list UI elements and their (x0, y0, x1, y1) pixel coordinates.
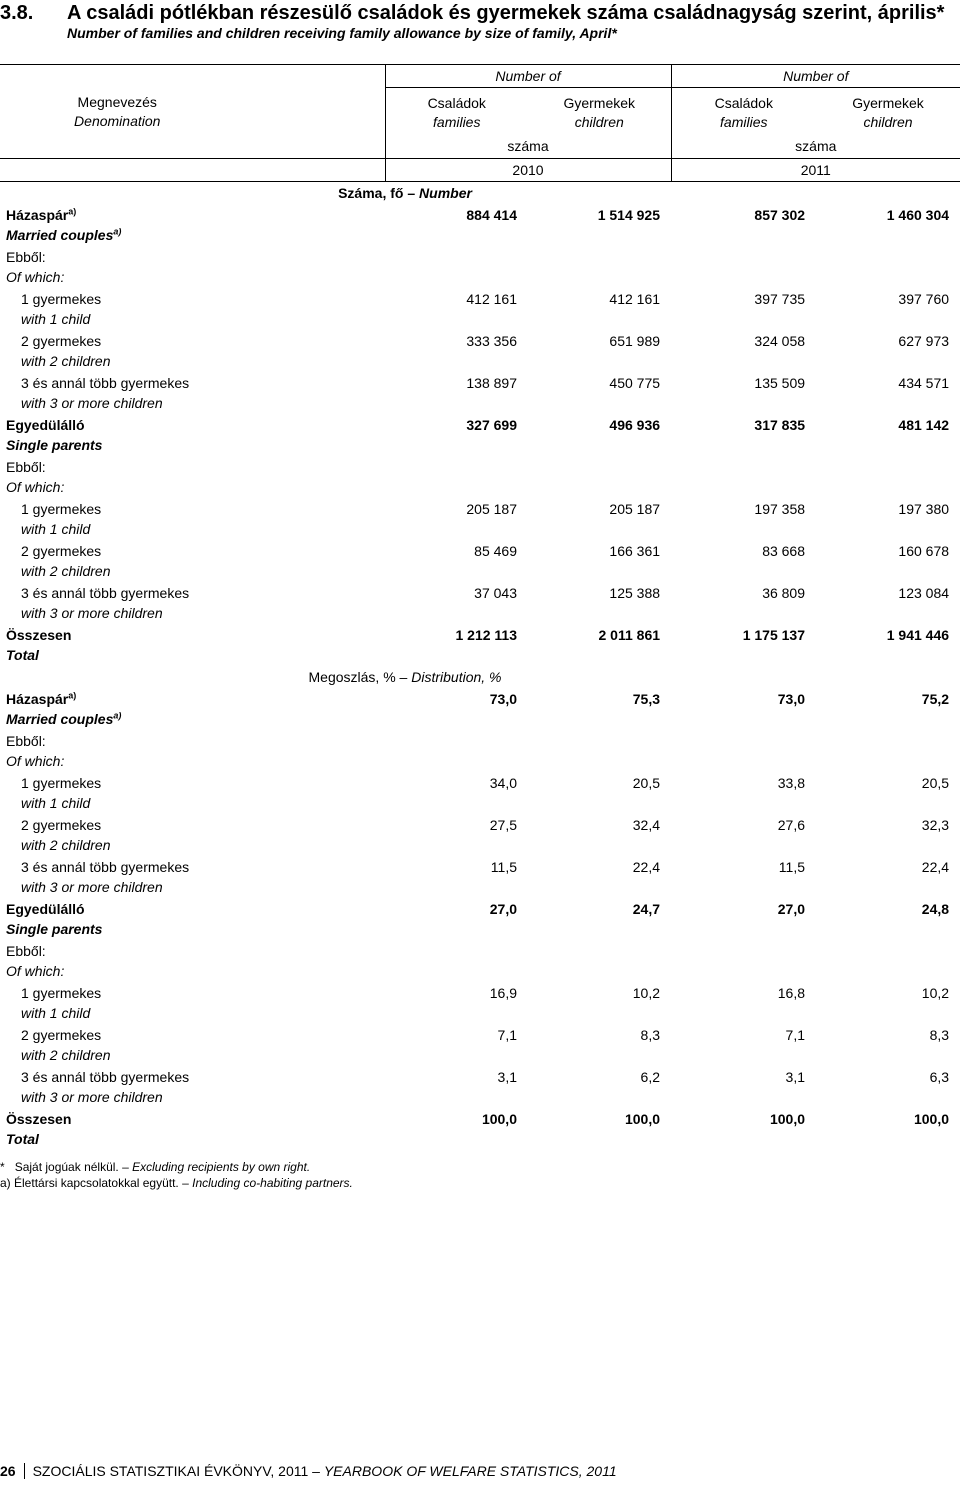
year-2011: 2011 (671, 159, 960, 182)
section-header: Száma, fő – Number (338, 185, 472, 201)
row-label: Ebből: Of which: (6, 459, 65, 495)
table-row (0, 204, 960, 246)
row-label: 2 gyermekes with 2 children (21, 333, 111, 369)
year-2010: 2010 (385, 159, 671, 182)
footer-title-hu: SZOCIÁLIS STATISZTIKAI ÉVKÖNYV, 2011 (32, 1463, 309, 1479)
cell-value: 412 161 (609, 291, 661, 307)
table-row (0, 772, 960, 814)
footnote-a: a) Élettársi kapcsolatokkal együtt. – Including co-habiting partners. (0, 1176, 353, 1190)
footnotes (0, 1159, 353, 1191)
cell-value: 1 212 113 (455, 627, 517, 643)
cell-value: 16,8 (777, 985, 806, 1001)
statistics-table (0, 64, 960, 1150)
szama-2011: száma (671, 132, 960, 159)
cell-value (671, 246, 816, 288)
table-row (0, 288, 960, 330)
cell-value: 75,3 (632, 691, 661, 707)
denomination-header (0, 65, 385, 159)
page-number: 26 (0, 1463, 16, 1479)
cell-value: 8,3 (929, 1027, 950, 1043)
row-label: Ebből: Of which: (6, 249, 65, 285)
cell-value (385, 456, 528, 498)
cell-value: 884 414 (466, 207, 517, 223)
cell-value: 2 011 861 (598, 627, 661, 643)
row-label: 3 és annál több gyermekes with 3 or more children (21, 585, 190, 621)
row-label: Egyedülálló Single parents (6, 417, 103, 453)
table-row (0, 498, 960, 540)
children-header-2010: Gyermekek children (563, 95, 636, 130)
row-label: Ebből: Of which: (6, 943, 65, 979)
footer-title-en: YEARBOOK OF WELFARE STATISTICS, 2011 (323, 1463, 617, 1479)
cell-value: 3,1 (497, 1069, 517, 1085)
cell-value: 1 941 446 (886, 627, 950, 643)
row-label: Összesen Total (6, 627, 72, 663)
table-row (0, 1024, 960, 1066)
table-row (0, 540, 960, 582)
cell-value (816, 940, 960, 982)
row-label: 1 gyermekes with 1 child (21, 775, 102, 811)
cell-value (671, 730, 816, 772)
row-label: Egyedülálló Single parents (6, 901, 103, 937)
footnote-star: * Saját jogúak nélkül. – Excluding recipients by own right. (0, 1160, 311, 1174)
row-label: 2 gyermekes with 2 children (21, 817, 111, 853)
cell-value: 205 187 (466, 501, 517, 517)
cell-value (671, 456, 816, 498)
cell-value: 73,0 (489, 691, 517, 707)
table-row (0, 814, 960, 856)
cell-value: 20,5 (632, 775, 661, 791)
cell-value: 1 175 137 (742, 627, 806, 643)
cell-value: 27,0 (489, 901, 517, 917)
cell-value: 434 571 (898, 375, 950, 391)
page-footer: 26 SZOCIÁLIS STATISZTIKAI ÉVKÖNYV, 2011 – YEARBOOK OF WELFARE STATISTICS, 2011 (0, 1463, 617, 1479)
row-label: 1 gyermekes with 1 child (21, 291, 102, 327)
cell-value: 7,1 (497, 1027, 517, 1043)
cell-value: 24,7 (632, 901, 661, 917)
number-of-2010: Number of (385, 65, 671, 88)
cell-value: 135 509 (754, 375, 806, 391)
cell-value: 34,0 (489, 775, 517, 791)
title-en: Number of families and children receiving family allowance by size of family, April* (67, 25, 617, 41)
cell-value: 857 302 (754, 207, 806, 223)
cell-value: 197 380 (898, 501, 950, 517)
cell-value: 138 897 (466, 375, 517, 391)
row-label: 1 gyermekes with 1 child (21, 985, 102, 1021)
cell-value: 450 775 (609, 375, 661, 391)
cell-value: 27,0 (777, 901, 806, 917)
row-label: 1 gyermekes with 1 child (21, 501, 102, 537)
denomination-en: Denomination (74, 112, 161, 129)
cell-value: 20,5 (921, 775, 950, 791)
row-label: Ebből: Of which: (6, 733, 65, 769)
cell-value: 24,8 (921, 901, 950, 917)
cell-value: 327 699 (466, 417, 517, 433)
table-row (0, 582, 960, 624)
table-title (0, 2, 960, 41)
cell-value: 22,4 (921, 859, 950, 875)
row-label: 2 gyermekes with 2 children (21, 543, 111, 579)
cell-value (671, 940, 816, 982)
cell-value: 324 058 (754, 333, 806, 349)
children-header-2011: Gyermekek children (852, 95, 924, 130)
cell-value: 33,8 (777, 775, 806, 791)
cell-value (528, 246, 671, 288)
cell-value (816, 456, 960, 498)
denomination-hu: Megnevezés (77, 93, 157, 110)
cell-value: 123 084 (898, 585, 950, 601)
title-hu: A családi pótlékban részesülő családok és gyermekek száma családnagyság szerint, április* (67, 2, 945, 24)
cell-value: 16,9 (489, 985, 517, 1001)
cell-value (528, 730, 671, 772)
cell-value: 651 989 (609, 333, 661, 349)
cell-value (385, 730, 528, 772)
cell-value: 166 361 (609, 543, 661, 559)
table-row (0, 372, 960, 414)
table-row (0, 940, 960, 982)
cell-value: 481 142 (898, 417, 950, 433)
cell-value: 10,2 (921, 985, 950, 1001)
cell-value: 36 809 (762, 585, 806, 601)
number-of-2011: Number of (671, 65, 960, 88)
table-number: 3.8. (0, 2, 34, 24)
cell-value: 83 668 (762, 543, 806, 559)
cell-value: 27,5 (489, 817, 517, 833)
cell-value: 1 514 925 (597, 207, 661, 223)
cell-value (385, 246, 528, 288)
cell-value: 10,2 (632, 985, 661, 1001)
cell-value (816, 246, 960, 288)
table-row (0, 730, 960, 772)
cell-value: 3,1 (785, 1069, 806, 1085)
section-header: Megoszlás, % – Distribution, % (308, 669, 502, 685)
cell-value: 627 973 (898, 333, 950, 349)
cell-value (816, 730, 960, 772)
cell-value: 11,5 (490, 859, 517, 875)
row-label: Házaspár$^{a)}$ Married couples$^{a)}$ (6, 690, 122, 727)
cell-value: 22,4 (632, 859, 661, 875)
table-row (0, 982, 960, 1024)
row-label: Házaspár$^{a)}$ Married couples$^{a)}$ (6, 206, 122, 243)
cell-value: 397 760 (898, 291, 950, 307)
cell-value: 100,0 (624, 1111, 661, 1127)
row-label: 3 és annál több gyermekes with 3 or more children (21, 375, 190, 411)
table-row (0, 856, 960, 898)
row-label: Összesen Total (6, 1111, 72, 1147)
families-header-2010: Családok families (385, 88, 528, 133)
cell-value: 1 460 304 (886, 207, 950, 223)
cell-value: 85 469 (474, 543, 517, 559)
cell-value: 412 161 (466, 291, 517, 307)
table-row (0, 688, 960, 730)
table-row (0, 1108, 960, 1150)
row-label: 3 és annál több gyermekes with 3 or more children (21, 1069, 190, 1105)
szama-2010: száma (385, 132, 671, 159)
cell-value (385, 940, 528, 982)
cell-value: 37 043 (474, 585, 517, 601)
row-label: 3 és annál több gyermekes with 3 or more children (21, 859, 190, 895)
cell-value: 7,1 (785, 1027, 806, 1043)
cell-value: 6,2 (640, 1069, 661, 1085)
row-label: 2 gyermekes with 2 children (21, 1027, 111, 1063)
table-row (0, 624, 960, 666)
families-header-2011: Családok families (671, 88, 816, 133)
cell-value: 125 388 (609, 585, 661, 601)
table-row (0, 246, 960, 288)
cell-value: 8,3 (640, 1027, 661, 1043)
table-row (0, 456, 960, 498)
cell-value (528, 456, 671, 498)
cell-value: 32,4 (632, 817, 661, 833)
cell-value: 496 936 (609, 417, 661, 433)
cell-value: 75,2 (921, 691, 950, 707)
footer-divider (24, 1463, 25, 1479)
table-row (0, 1066, 960, 1108)
table-row (0, 898, 960, 940)
cell-value: 100,0 (481, 1111, 517, 1127)
cell-value: 6,3 (929, 1069, 950, 1085)
cell-value: 100,0 (769, 1111, 806, 1127)
table-header (0, 65, 960, 182)
cell-value: 205 187 (609, 501, 661, 517)
table-row (0, 330, 960, 372)
cell-value: 197 358 (754, 501, 806, 517)
table-row (0, 414, 960, 456)
cell-value: 27,6 (777, 817, 806, 833)
cell-value: 100,0 (913, 1111, 950, 1127)
cell-value (528, 940, 671, 982)
cell-value: 32,3 (921, 817, 950, 833)
cell-value: 11,5 (778, 859, 806, 875)
cell-value: 73,0 (777, 691, 806, 707)
table-body (0, 182, 960, 1151)
cell-value: 333 356 (466, 333, 517, 349)
cell-value: 317 835 (754, 417, 806, 433)
cell-value: 160 678 (898, 543, 950, 559)
cell-value: 397 735 (754, 291, 806, 307)
